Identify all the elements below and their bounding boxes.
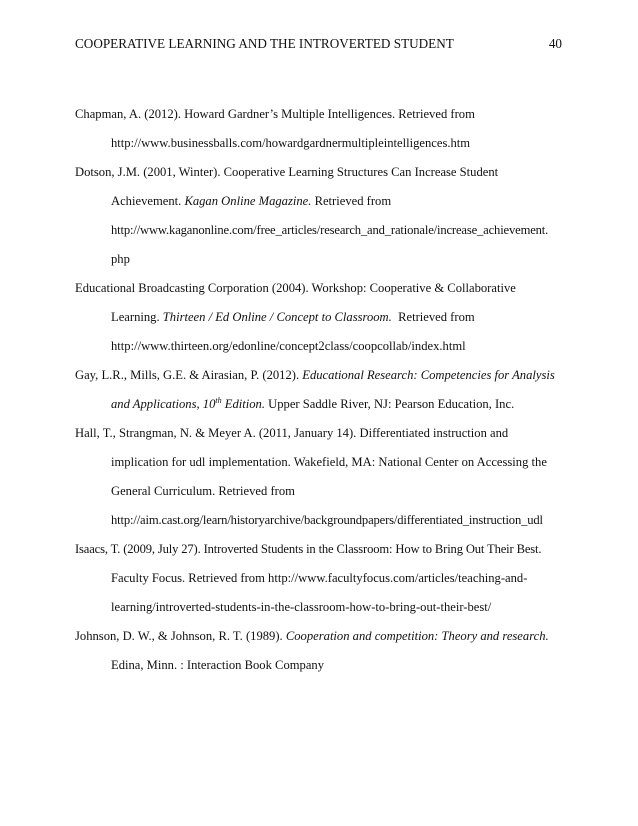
reference-line: Learning. Thirteen / Ed Online / Concept to Classroom. Retrieved from [111, 310, 475, 324]
reference-line: Faculty Focus. Retrieved from http://www.facultyfocus.com/articles/teaching-and- [111, 571, 528, 585]
book-title-continued: and Applications, 10 [111, 397, 216, 411]
reference-entry-dotson [75, 164, 565, 280]
source-title: Thirteen / Ed Online / Concept to Classroom. [162, 310, 392, 324]
journal-title: Kagan Online Magazine. [184, 194, 312, 208]
book-title: Cooperation and competition: Theory and research. [285, 629, 549, 643]
page-number: 40 [548, 36, 562, 51]
reference-url: php [111, 252, 130, 266]
reference-list [75, 106, 565, 686]
reference-line: Johnson, D. W., & Johnson, R. T. (1989). Cooperation and competition: Theory and research. [75, 629, 549, 643]
reference-url: http://www.thirteen.org/edonline/concept2class/coopcollab/index.html [111, 339, 466, 353]
reference-url: http://aim.cast.org/learn/historyarchive/backgroundpapers/differentiated_instruction_udl [111, 513, 543, 527]
reference-url: http://www.businessballs.com/howardgardnermultipleintelligences.htm [111, 136, 471, 150]
reference-line: implication for udl implementation. Wakefield, MA: National Center on Accessing the [111, 455, 547, 469]
reference-entry-isaacs [75, 541, 565, 628]
reference-entry-ebc [75, 280, 565, 367]
book-title: Educational Research: Competencies for Analysis [302, 368, 555, 382]
reference-line: Achievement. Kagan Online Magazine. Retrieved from [111, 194, 392, 208]
reference-entry-gay [75, 367, 565, 425]
reference-entry-chapman [75, 106, 565, 164]
reference-url: http://www.kaganonline.com/free_articles/research_and_rationale/increase_achievement. [111, 223, 549, 237]
reference-line: Dotson, J.M. (2001, Winter). Cooperative Learning Structures Can Increase Student [75, 165, 499, 179]
reference-line: Gay, L.R., Mills, G.E. & Airasian, P. (2012). Educational Research: Competencies for Analysis [75, 368, 555, 382]
reference-line: Chapman, A. (2012). Howard Gardner’s Multiple Intelligences. Retrieved from [75, 107, 475, 121]
reference-line: Isaacs, T. (2009, July 27). Introverted Students in the Classroom: How to Bring Out Their Best. [75, 542, 542, 556]
reference-url: learning/introverted-students-in-the-classroom-how-to-bring-out-their-best/ [111, 600, 492, 614]
reference-line: Edina, Minn. : Interaction Book Company [111, 658, 325, 672]
reference-entry-hall [75, 425, 565, 541]
reference-line: Hall, T., Strangman, N. & Meyer A. (2011, January 14). Differentiated instruction and [75, 426, 509, 440]
reference-line: Educational Broadcasting Corporation (2004). Workshop: Cooperative & Collaborative [75, 281, 516, 295]
running-head-title: COOPERATIVE LEARNING AND THE INTROVERTED STUDENT [75, 36, 454, 51]
reference-line: and Applications, 10th Edition. Upper Saddle River, NJ: Pearson Education, Inc. [111, 395, 515, 411]
reference-line: General Curriculum. Retrieved from [111, 484, 295, 498]
reference-entry-johnson [75, 628, 565, 686]
